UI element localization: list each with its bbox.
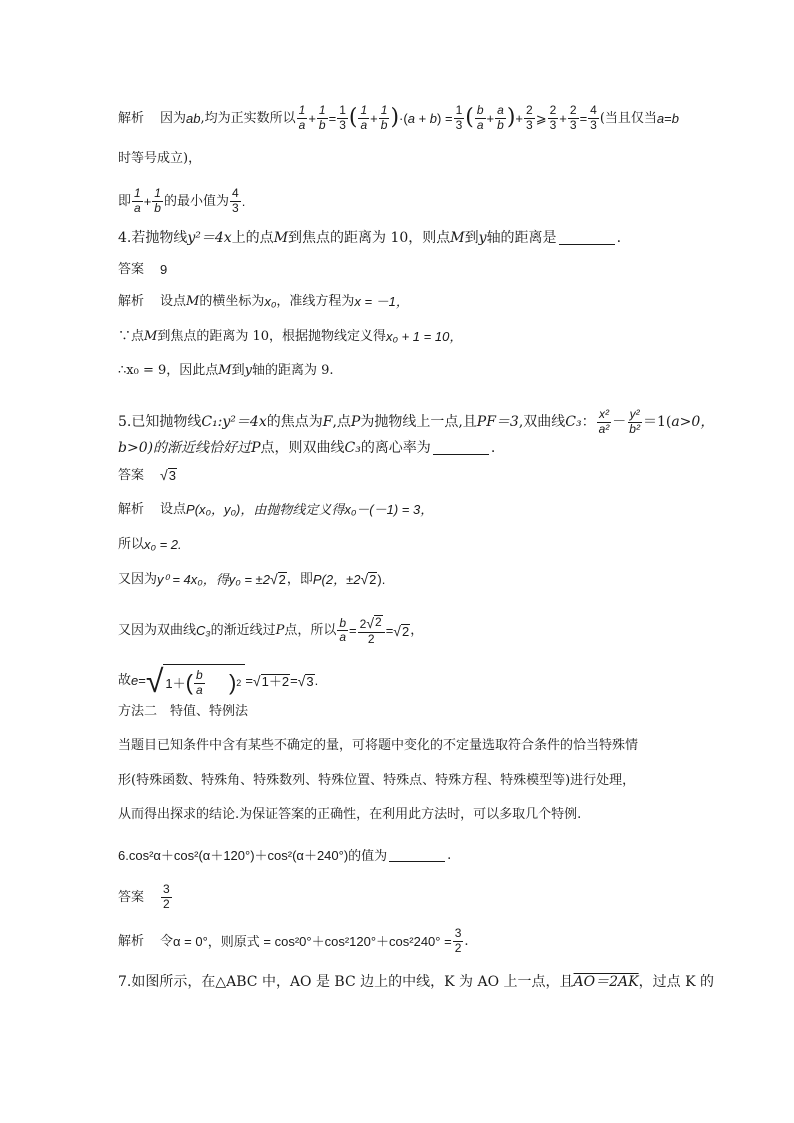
text: = (349, 623, 357, 639)
vector-equation: AO＝2AK (573, 974, 639, 990)
text: 上的点 (231, 230, 274, 246)
var-C3: C₃ (344, 440, 361, 456)
solution-4-line-3 (118, 364, 333, 377)
equation: y²＝4x (187, 230, 232, 246)
fraction-4-3b: $\frac{4}{3}$ (232, 186, 239, 215)
question-4 (118, 231, 621, 245)
label-daan: 答案 (118, 262, 145, 277)
text: ，即 (286, 571, 313, 587)
method-2-para-2: 形(特殊函数、特殊角、特殊数列、特殊位置、特殊点、特殊方程、特殊模型等)进行处理， (118, 773, 636, 788)
equation: y₀ = ±2 (228, 571, 270, 587)
answer-6 (118, 883, 173, 912)
var-P: P (251, 440, 261, 456)
fraction-1-a2: $\frac{1}{a}$ (360, 103, 368, 132)
text: (当且仅当 (599, 110, 657, 126)
text: 4.若抛物线 (118, 230, 188, 246)
question-7 (118, 975, 714, 989)
text: = (138, 673, 146, 689)
text: 设点 (160, 294, 187, 309)
text: . (314, 673, 319, 689)
equation: y⁰ = 4x₀，得 (157, 571, 229, 587)
sqrt-3b: √ 3 (297, 672, 314, 689)
sqrt-2: √ 2 (269, 571, 286, 587)
solution-4-line-2 (118, 330, 462, 343)
text: 的离心率为 (360, 440, 431, 456)
text: . (464, 933, 469, 949)
text: ∵点 (118, 329, 145, 344)
text: 到焦点的距离为 10，则点 (288, 230, 451, 246)
text: = (664, 110, 672, 126)
answer-blank (433, 442, 489, 455)
text: 即 (118, 193, 132, 209)
text: = (385, 623, 394, 639)
text: 点，所以 (284, 623, 337, 639)
prev-solution-line-1: 解析 因为 ab ,均为正实数所以 $\frac{1}{a}$ + $\frac{1}{b}$ = $\frac{1}{3}$ ( $\frac{1}{a}$ + $\frac{1}{b}$ ) ·(a + b) = $\frac{1}{3}$ ( $\frac{b}{a}$ + $\frac{a}{b}$ ) + $\frac{2}{3}$ ⩾ $\frac{2}{3}$ + $\frac{2}{3}$ = $\frac{4}{3}$ (当且仅当 a = b (118, 103, 679, 132)
fraction-2-3: $\frac{2}{3}$ (526, 103, 533, 132)
fraction-2sqrt2-2: 2 √ 2 2 (358, 615, 385, 647)
text: = (290, 673, 298, 689)
sqrt-big: √ 1＋ ( $\frac{b}{a}$ ) 2 (146, 664, 245, 698)
var-ab: ab (186, 110, 201, 126)
var-M: M (273, 230, 289, 246)
var-a: a (656, 110, 665, 126)
label-daan: 答案 (118, 889, 145, 905)
fraction-1-b3: $\frac{1}{b}$ (154, 186, 161, 215)
var-M: M (186, 294, 200, 309)
fraction-1-a: $\frac{1}{a}$ (298, 103, 306, 132)
label-jiexi: 解析 (118, 294, 145, 309)
sqrt-3: √ 3 (160, 467, 176, 483)
text: 为抛物线上一点,且 (360, 414, 477, 431)
method-2-para-1: 当题目已知条件中含有某些不确定的量，可将题中变化的不定量选取符合条件的恰当特殊情 (118, 738, 639, 753)
text: 的焦点为 (266, 414, 323, 431)
equation: x₀－(－1) = 3， (344, 502, 434, 517)
question-6 (118, 849, 451, 862)
fraction-2-3b: $\frac{2}{3}$ (549, 103, 557, 132)
text: － (612, 414, 627, 431)
prev-solution-line-2: 时等号成立)， (118, 151, 202, 166)
var-M: M (450, 230, 465, 246)
fraction-1-b: $\frac{1}{b}$ (318, 103, 326, 132)
text: ，准线方程为 (276, 294, 355, 309)
solution-5-line-4 (118, 615, 423, 647)
var-y: y (244, 363, 252, 378)
text: 又因为 (118, 571, 158, 587)
text: 的横坐标为 (199, 294, 265, 309)
label-jiexi: 解析 (118, 933, 145, 949)
fraction-1-3: $\frac{1}{3}$ (339, 103, 346, 132)
var-M: M (218, 363, 232, 378)
fraction-b-a2: $\frac{b}{a}$ (339, 615, 347, 645)
method-2-title: 方法二 特值、特例法 (118, 704, 249, 719)
fraction-y2-b2: $\frac{\text{y²}}{\text{b²}}$ (629, 407, 640, 436)
text: 轴的距离是 (486, 230, 557, 246)
text: 的最小值为 (163, 193, 229, 209)
text: . (616, 230, 622, 246)
text: 故 (118, 673, 132, 689)
text: ∴x₀ = 9，因此点 (118, 363, 219, 378)
fraction-b-a: $\frac{b}{a}$ (476, 103, 484, 132)
solution-5-line-3 (118, 572, 385, 586)
text: 设点 (160, 502, 187, 517)
solution-5-line-1 (118, 503, 433, 516)
equation: PF＝3 (476, 414, 519, 431)
text: ,点 (332, 414, 351, 431)
text: 因为 (160, 110, 187, 126)
text: = (245, 673, 253, 689)
text: 7.如图所示，在△ABC 中，AO 是 BC 边上的中线，K 为 AO 上一点，且 (118, 974, 574, 990)
label-jiexi: 解析 (118, 502, 145, 517)
text: 6.cos²α＋cos²(α＋120°)＋cos²(α＋240°)的值为 (118, 848, 388, 863)
text: 令 (160, 933, 174, 949)
text: ，过点 K 的 (638, 974, 714, 990)
label-daan: 答案 (118, 467, 145, 483)
text: 到 (464, 230, 479, 246)
text: . (447, 848, 452, 863)
text: 到 (231, 363, 245, 378)
solution-5-line-5 (118, 664, 318, 698)
text: b>0)的渐近线恰好过 (118, 440, 252, 456)
solution-6 (118, 927, 469, 956)
text: ,均为正实数所以 (200, 110, 296, 126)
var-x0: x₀ (264, 294, 277, 309)
var-C3: C₃ (565, 414, 582, 431)
equation: C₁:y²＝4x (201, 414, 267, 431)
var-P: P (350, 414, 361, 431)
solution-5-line-2 (118, 538, 182, 551)
fraction-1-3b: $\frac{1}{3}$ (455, 103, 463, 132)
text: 又因为双曲线 (118, 623, 197, 639)
text: 轴的距离为 9. (251, 363, 334, 378)
equation: x₀ = 2. (144, 537, 182, 552)
question-5-line-2 (118, 441, 495, 455)
text: ,双曲线 (518, 414, 566, 431)
fraction-2-3c: $\frac{2}{3}$ (569, 103, 577, 132)
answer-blank (389, 849, 445, 862)
var-y: y (478, 230, 487, 246)
text: 5.已知抛物线 (118, 414, 202, 431)
fraction-a-b: $\frac{a}{b}$ (497, 103, 504, 132)
text: a>0， (671, 414, 715, 431)
text: 到焦点的距离为 10，根据抛物线定义得 (157, 329, 387, 344)
fraction-3-2: $\frac{3}{2}$ (163, 882, 170, 911)
prev-solution-line-3: 即 $\frac{1}{a}$ + $\frac{1}{b}$ 的最小值为 $\frac{4}{3}$ . (118, 186, 246, 215)
fraction-4-3: $\frac{4}{3}$ (590, 103, 597, 132)
text: ). (377, 571, 386, 587)
var-F: F (322, 414, 333, 431)
method-2-para-3: 从而得出探求的结论.为保证答案的正确性，在利用此方法时，可以多取几个特例. (118, 807, 582, 822)
sqrt-1plus2: √ 1＋2 (252, 672, 290, 689)
fraction-3-2b: $\frac{3}{2}$ (454, 926, 462, 955)
equation: x = －1， (354, 294, 409, 309)
solution-4-line-1 (118, 295, 409, 308)
text: ， (410, 623, 424, 639)
text: P(x₀，y₀)，由抛物线定义得 (186, 502, 345, 517)
var-b: b (671, 110, 679, 126)
question-5-line-1 (118, 408, 714, 437)
answer-blank (559, 232, 615, 245)
equation: α = 0°，则原式 = cos²0°＋cos²120°＋cos²240° = (173, 933, 452, 949)
answer-4 (118, 263, 167, 276)
var-e: e (131, 673, 139, 689)
fraction-1-b2: $\frac{1}{b}$ (380, 103, 388, 132)
text: ： (581, 414, 596, 431)
text: 的渐近线过 (210, 623, 276, 639)
text: 所以 (118, 537, 145, 552)
text: 点，则双曲线 (260, 440, 345, 456)
fraction-1-a3: $\frac{1}{a}$ (134, 186, 141, 215)
var-P: P (275, 623, 285, 639)
sqrt-2c: √ 2 (393, 622, 410, 639)
sqrt-2b: √ 2 (360, 571, 377, 587)
text: . (490, 440, 496, 456)
var-M: M (144, 329, 158, 344)
equation: x₀ + 1 = 10， (386, 329, 463, 344)
equation: P(2，±2 (312, 571, 361, 587)
answer-5 (118, 468, 177, 482)
text: ＝1( (642, 414, 672, 431)
var-C3: C₃ (196, 623, 211, 639)
label-jiexi: 解析 (118, 110, 145, 126)
fraction-x2-a2: $\frac{\text{x²}}{\text{a²}}$ (598, 407, 610, 436)
answer-value: 9 (160, 262, 168, 277)
